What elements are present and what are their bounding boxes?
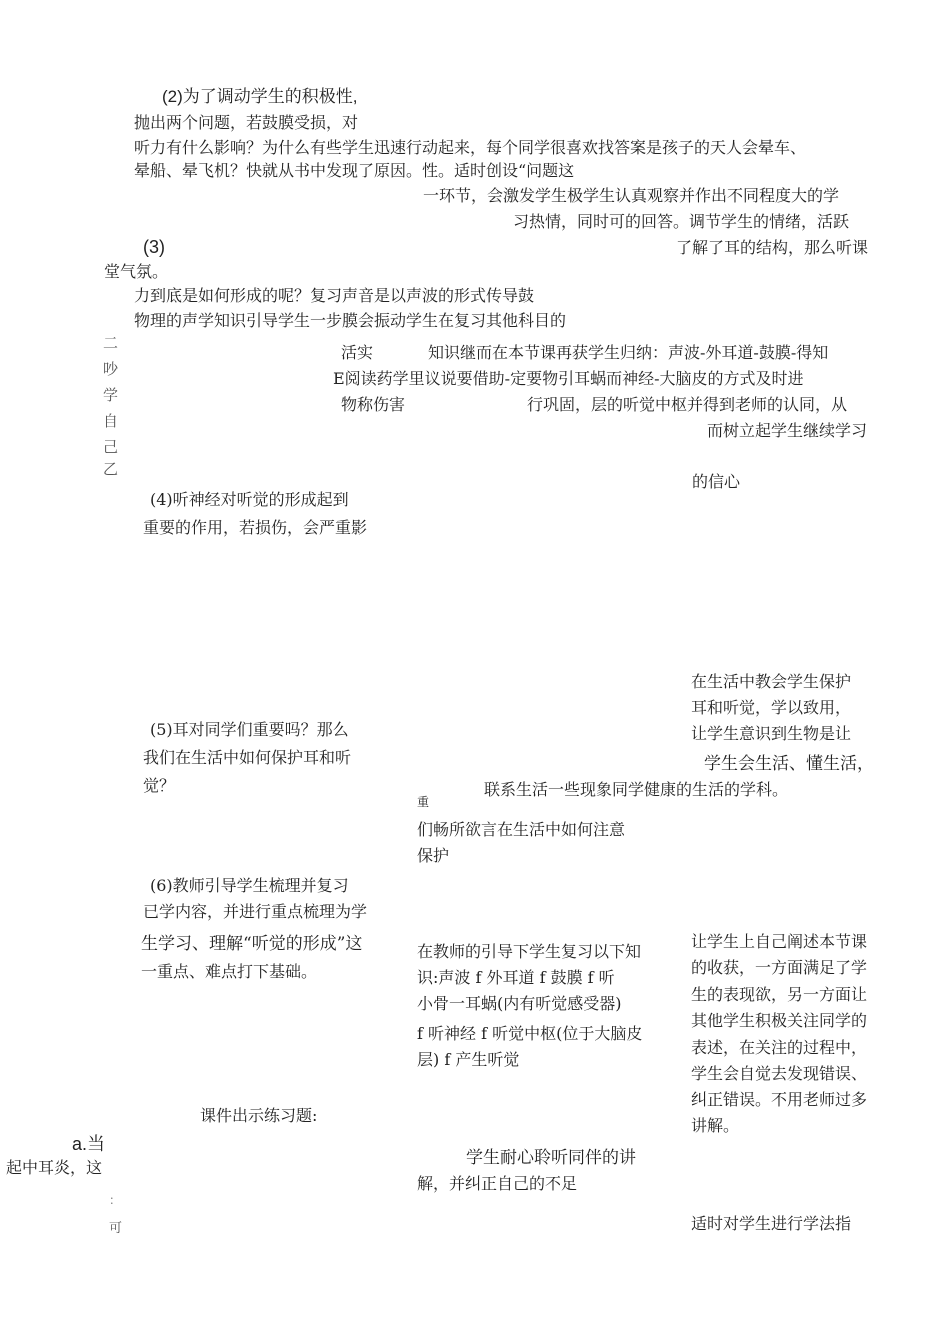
text-line: 保护 <box>417 846 450 865</box>
text-line: 了解了耳的结构，那么听课 <box>676 238 869 257</box>
text-line: 层) f 产生听觉 <box>417 1050 520 1069</box>
text-line: (6)教师引导学生梳理并复习 <box>150 876 349 895</box>
text-line: 小骨一耳蜗(内有听觉感受器) <box>417 994 622 1013</box>
text-line: 识:声波 f 外耳道 f 鼓膜 f 听 <box>417 968 615 987</box>
text-line: 适时对学生进行学法指 <box>691 1214 852 1233</box>
text-line: 学生会生活、懂生活， <box>704 754 874 774</box>
text-line: 生的表现欲，另一方面让 <box>691 985 868 1004</box>
text-line: 一重点、难点打下基础。 <box>141 962 318 981</box>
text-line: 知识继而在本节课再获学生归纳：声波-外耳道-鼓膜-得知 <box>428 343 829 362</box>
text-line: 堂气氛。 <box>104 262 169 281</box>
text-line: 让学生意识到生物是让 <box>691 724 852 743</box>
text-line: 活实 <box>341 343 374 362</box>
vertical-fragment: 可 <box>109 1221 123 1236</box>
text-line: 纠正错误。不用老师过多 <box>691 1090 868 1109</box>
text-line: 其他学生积极关注同学的 <box>691 1011 868 1030</box>
text-line: 一环节，会激发学生极学生认真观察并作出不同程度大的学 <box>423 186 840 205</box>
text-line: 解，并纠正自己的不足 <box>417 1174 578 1193</box>
vertical-fragment: 乙 <box>103 460 119 478</box>
text-line: 联系生活一些现象同学健康的生活的学科。 <box>484 780 789 799</box>
text-line: 学生耐心聆听同伴的讲 <box>466 1148 636 1168</box>
text-line: 表述，在关注的过程中， <box>691 1038 868 1057</box>
text-line: (5)耳对同学们重要吗？那么 <box>150 720 349 739</box>
text-line: 力到底是如何形成的呢？复习声音是以声波的形式传导鼓 <box>134 286 535 305</box>
text-line: 而树立起学生继续学习 <box>707 421 868 440</box>
text-line: 的收获，一方面满足了学 <box>691 958 868 977</box>
text-line: 在教师的引导下学生复习以下知 <box>417 942 642 961</box>
text-line: 学生会自觉去发现错误、 <box>691 1064 868 1083</box>
text-line: 觉？ <box>143 776 176 795</box>
text-line: 课件出示练习题: <box>200 1106 318 1125</box>
text-line: 听力有什么影响？为什么有些学生迅速行动起来，每个同学很喜欢找答案是孩子的天人会晕车、 <box>134 138 807 157</box>
text-line: 晕船、晕飞机？快就从书中发现了原因。性。适时创设“问题这 <box>134 161 575 180</box>
text-line: f 听神经 f 听觉中枢(位于大脑皮 <box>417 1024 643 1043</box>
text-line: 抛出两个问题，若鼓膜受损，对 <box>134 113 359 132</box>
text-line: 习热情，同时可的回答。调节学生的情绪，活跃 <box>513 212 850 231</box>
text-line: 行巩固，层的听觉中枢并得到老师的认同，从 <box>527 395 848 414</box>
text-line: 在生活中教会学生保护 <box>691 672 852 691</box>
text-line: 生学习、理解“听觉的形成”这 <box>141 934 363 954</box>
text-line: a.当 <box>72 1134 106 1154</box>
text-line: (4)听神经对听觉的形成起到 <box>150 490 349 509</box>
text-line: 物称伤害 <box>341 395 406 414</box>
text-line: 们畅所欲言在生活中如何注意 <box>417 820 626 839</box>
text-line: 让学生上自己阐述本节课 <box>691 932 868 951</box>
text-line: 我们在生活中如何保护耳和听 <box>143 748 352 767</box>
text-line: 物理的声学知识引导学生一步膜会振动学生在复习其他科目的 <box>134 311 567 330</box>
text-line: 讲解。 <box>691 1116 740 1135</box>
text-line: 已学内容，并进行重点梳理为学 <box>143 902 368 921</box>
text-line: 重要的作用，若损伤，会严重影 <box>143 518 368 537</box>
text-line: 的信心 <box>692 472 741 491</box>
text-line: E阅读药学里议说要借助-定要物引耳蜗而神经-大脑皮的方式及时进 <box>333 369 804 388</box>
vertical-fragment: 二吵学自己 <box>103 334 119 456</box>
text-line: (3) <box>143 237 165 257</box>
text-line: 耳和听觉，学以致用， <box>691 698 852 717</box>
vertical-fragment: ： <box>109 1193 122 1207</box>
text-line: 重 <box>417 795 430 809</box>
text-line: 起中耳炎，这 <box>6 1158 103 1177</box>
text-line: (2)为了调动学生的积极性, <box>162 87 358 106</box>
